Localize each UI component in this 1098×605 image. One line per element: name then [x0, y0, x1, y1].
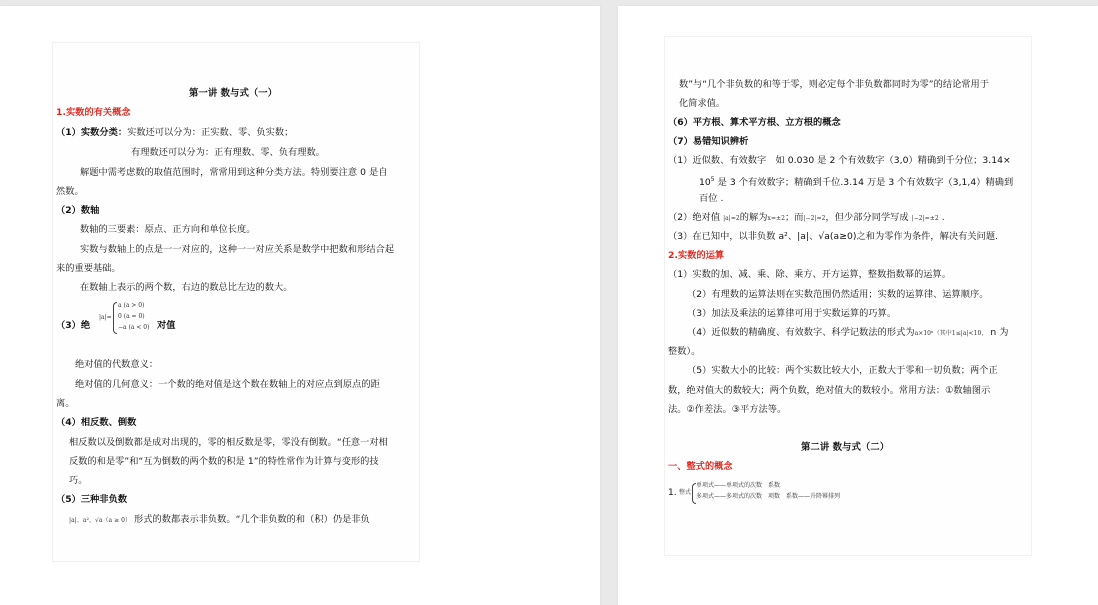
- subheading: （2）数轴: [56, 205, 100, 216]
- text-line: （1）实数的加、减、乘、除、乘方、开方运算，整数指数幂的运算。: [668, 269, 952, 280]
- text-line: 巧。: [69, 475, 88, 486]
- text-line: 1.: [668, 488, 677, 498]
- text-line: 来的重要基础。: [56, 263, 121, 274]
- text-line: （2）绝对值 |a|=2的解为x=±2；而|−2|=2，但少部分同学写成 |−2|=±2 .: [668, 212, 945, 223]
- document-page-right: [618, 6, 1098, 605]
- text-line: 绝对值的代数意义：: [75, 359, 159, 370]
- subheading: （7）易错知识辨析: [668, 136, 749, 147]
- text-line: 数，绝对值大的数较大；两个负数，绝对值大的数较小。常用方法：①数轴图示: [668, 385, 991, 396]
- text-line: 有理数还可以分为：正有理数、零、负有理数。: [131, 147, 325, 158]
- text-line: 数”与“几个非负数的和等于零，则必定每个非负数都同时为零”的结论常用于: [679, 79, 990, 90]
- lecture-title: 第一讲 数与式（一）: [189, 88, 278, 99]
- text-line: 数轴的三要素：原点、正方向和单位长度。: [80, 224, 256, 235]
- subheading: （3）绝: [56, 320, 91, 331]
- text-line: （4）近似数的精确度、有效数字、科学记数法的形式为a×10ⁿ（其中1≤|a|<10， n 为: [687, 327, 1009, 338]
- text-line: 整数）。: [668, 346, 701, 357]
- text-line: 法。②作差法。③平方法等。: [668, 404, 787, 415]
- text-line: 在数轴上表示的两个数，右边的数总比左边的数大。: [80, 282, 293, 293]
- text-line: |a|、a²、√a（a ≥ 0） 形式的数都表示非负数。“几个非负数的和（积）仍是非负: [69, 514, 370, 525]
- text-line: 相反数以及倒数都是成对出现的，零的相反数是零，零没有倒数。“任意一对相: [69, 437, 388, 448]
- text-line: 实数与数轴上的点是一一对应的，这种一一对应关系是数学中把数和形结合起: [80, 244, 395, 255]
- text-line: （5）实数大小的比较：两个实数比较大小，正数大于零和一切负数；两个正: [687, 365, 998, 376]
- text-line: 反数的和是零”和“互为倒数的两个数的积是 1”的特性常作为计算与变形的技: [69, 456, 379, 467]
- text-line: 化简求值。: [679, 98, 726, 109]
- document-page-left: [0, 6, 600, 605]
- abs-value-formula: |a|= a (a > 0) 0 (a = 0) −a (a < 0): [99, 301, 159, 335]
- text-line: 然数。: [56, 186, 84, 197]
- subheading: （6）平方根、算术平方根、立方根的概念: [668, 117, 841, 128]
- text-line: 绝对值的几何意义：一个数的绝对值是这个数在数轴上的对应点到原点的距: [75, 379, 380, 390]
- polynomial-classification: 整式 单项式——单项式的次数 系数 多项式——多项式的次数 项数 系数——升降幂排列: [679, 481, 919, 505]
- text-line: （3）在已知中，以非负数 a²、|a|、√a(a≥0)之和为零作为条件，解决有关问题.: [668, 231, 999, 242]
- text-line: （1）实数分类：实数还可以分为：正实数、零、负实数；: [56, 127, 294, 138]
- text-line: 离。: [56, 398, 75, 409]
- text-line: $10^5$ 是 3 个有效数字；精确到千位.3.14 万是 3 个有效数字（3,1,4）精确到: [699, 176, 1014, 189]
- text-line: （2）有理数的运算法则在实数范围仍然适用；实数的运算律、运算顺序。: [687, 289, 989, 300]
- text-line: 百位 .: [699, 193, 724, 204]
- subheading: （5）三种非负数: [56, 494, 128, 505]
- text-line: 解题中需考虑数的取值范围时，常常用到这种分类方法。特别要注意 0 是自: [80, 167, 388, 178]
- section-heading: 1.实数的有关概念: [56, 107, 131, 118]
- page-content-left: [52, 42, 420, 562]
- lecture-title: 第二讲 数与式（二）: [801, 442, 890, 453]
- subheading: 对值: [157, 320, 176, 331]
- section-heading: 一、整式的概念: [668, 461, 733, 472]
- text-line: （3）加法及乘法的运算律可用于实数运算的巧算。: [687, 308, 897, 319]
- page-content-right: [664, 36, 1032, 556]
- section-heading: 2.实数的运算: [668, 250, 725, 261]
- subheading: （4）相反数、倒数: [56, 417, 137, 428]
- text-line: （1）近似数、有效数字 如 0.030 是 2 个有效数字（3,0）精确到千分位；3.14×: [668, 155, 1011, 166]
